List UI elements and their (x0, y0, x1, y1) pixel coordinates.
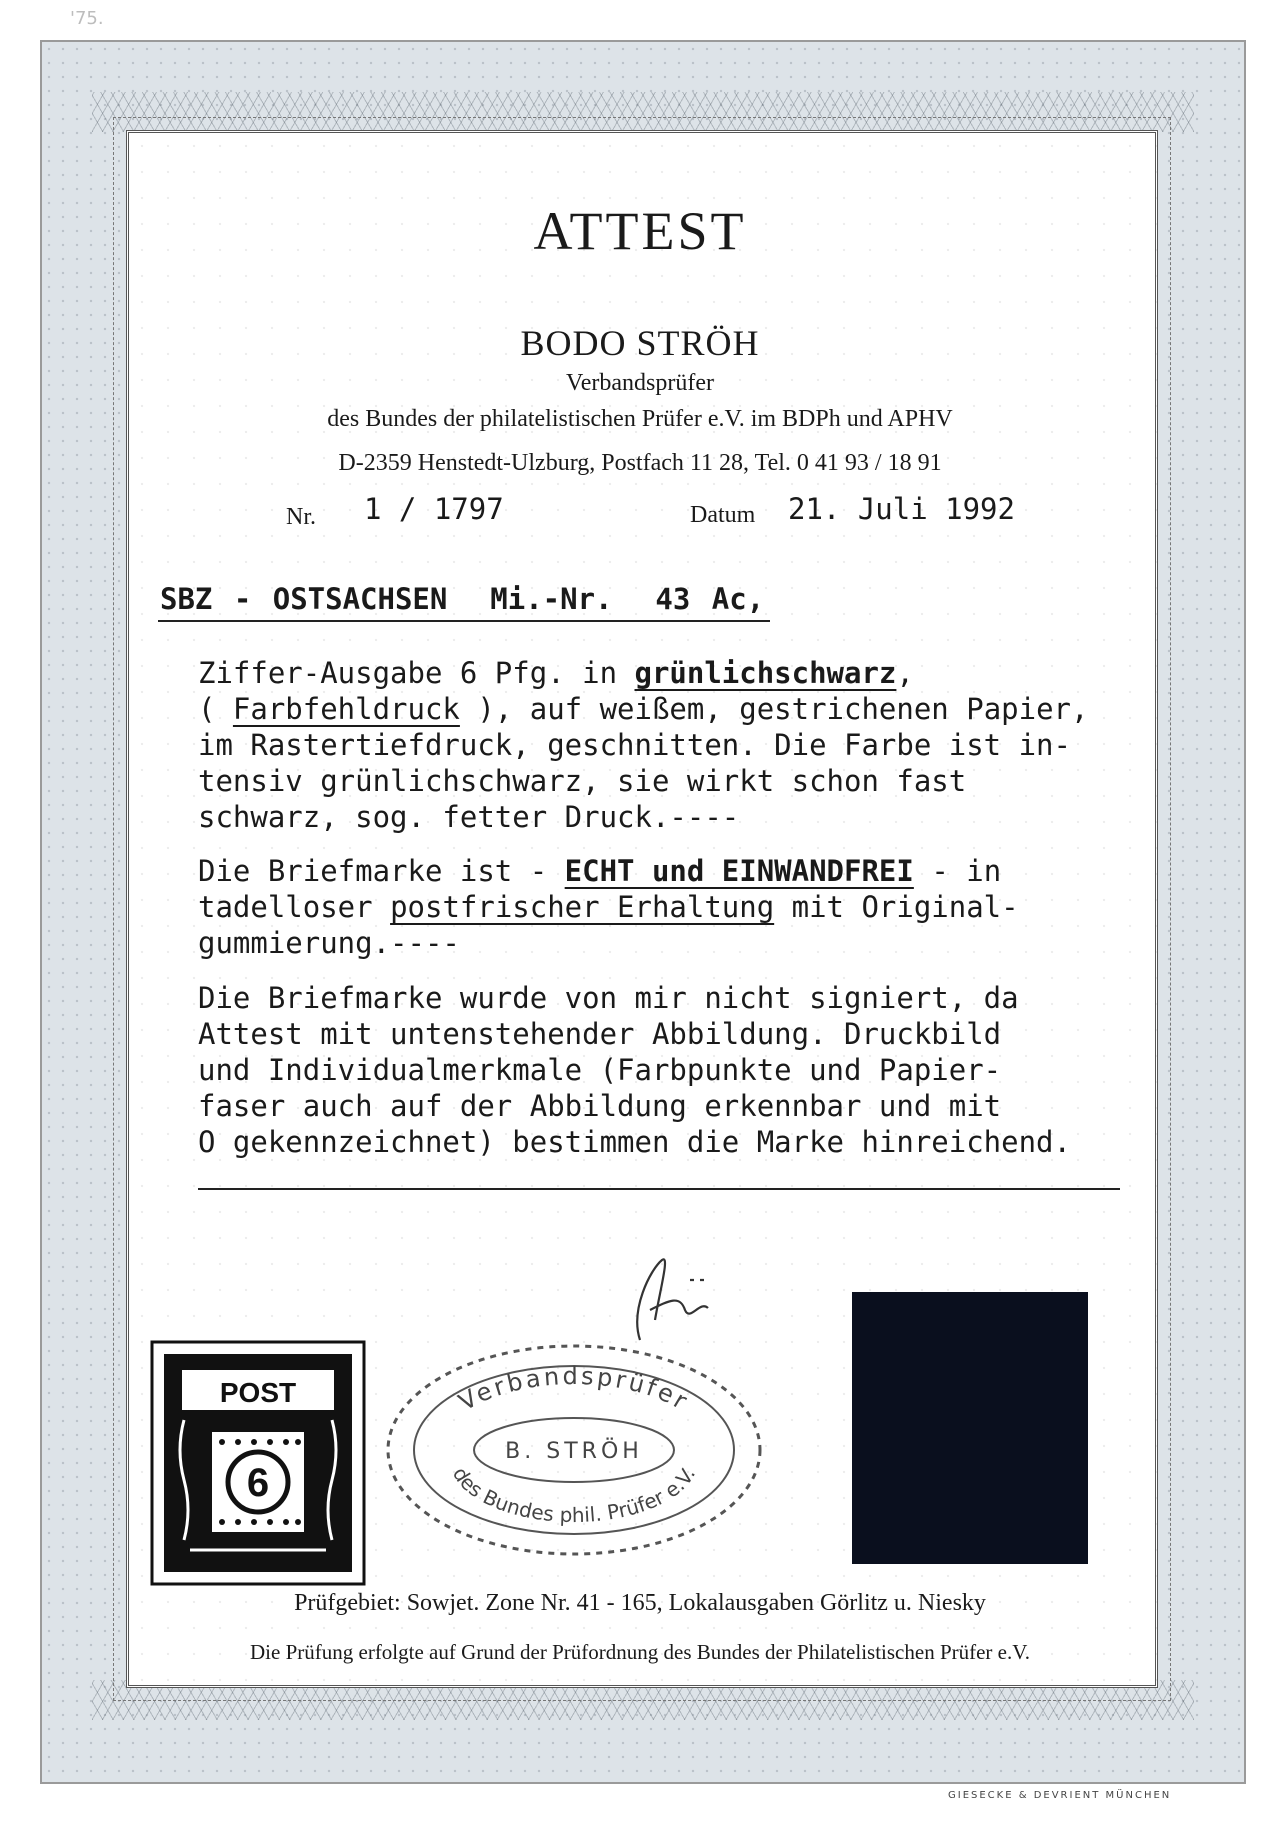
datum-value: 21. Juli 1992 (788, 492, 1015, 526)
stamp-photograph (852, 1292, 1088, 1564)
examiner-name: BODO STRÖH (520, 323, 760, 363)
stamp-post-text: POST (219, 1377, 297, 1408)
seal-center-text: B. STRÖH (505, 1439, 643, 1464)
pencil-note: '75. (70, 8, 104, 29)
stamp-id-underline (158, 620, 770, 622)
svg-text:Verbandsprüfer (454, 1362, 694, 1417)
certificate-title: ATTEST (533, 201, 747, 261)
examiner-association: des Bundes der philatelistischen Prüfer e.V. im BDPh und APHV (327, 406, 953, 432)
datum-label: Datum (690, 502, 756, 528)
signature-note-paragraph: Die Briefmarke wurde von mir nicht signiert, da Attest mit untenstehender Abbildung. Druckbild und Individualmerkmale (Farbpunkte und Papier- faser auch auf der Abbildung erkennbar und mit O gekennzeichnet) bestimmen die Marke hinreichend. (198, 981, 1071, 1159)
examination-regulation: Die Prüfung erfolgte auf Grund der Prüfordnung des Bundes der Philatelistischen Prüfer e.V. (250, 1640, 1030, 1664)
stamp-value-text: 6 (246, 1461, 270, 1505)
description-paragraph: Ziffer-Ausgabe 6 Pfg. in grünlichschwarz, ( Farbfehldruck ), auf weißem, gestrichenen Papier, im Rastertiefdruck, geschnitten. Die Farbe ist in- tensiv grünlichschwarz, sie wirkt schon fast schwarz, sog. fetter Druck.---- (198, 656, 1089, 834)
examiner-seal (380, 1340, 768, 1560)
stamp-illustration (150, 1340, 366, 1586)
examination-scope: Prüfgebiet: Sowjet. Zone Nr. 41 - 165, Lokalausgaben Görlitz u. Niesky (294, 1590, 986, 1616)
svg-text:des Bundes phil. Prüfer e.V. (448, 1463, 700, 1527)
rosette-band-top (92, 92, 1194, 132)
nr-value: 1 / 1797 (364, 492, 504, 526)
examiner-address: D-2359 Henstedt-Ulzburg, Postfach 11 28, Tel. 0 41 93 / 18 91 (338, 450, 942, 476)
seal-top-text: Verbandsprüfer (453, 1361, 695, 1417)
stamp-identification: SBZ - OSTSACHSEN Mi.-Nr. 43 Ac, (160, 582, 765, 616)
authenticity-paragraph: Die Briefmarke ist - ECHT und EINWANDFREI - in tadelloser postfrischer Erhaltung mit Original- gummierung.---- (198, 854, 1019, 960)
printer-imprint: GIESECKE & DEVRIENT MÜNCHEN (948, 1790, 1172, 1801)
examiner-signature (600, 1250, 720, 1350)
nr-label: Nr. (286, 504, 316, 530)
closing-rule (198, 1188, 1120, 1190)
seal-bottom-text: des Bundes phil. Prüfer e.V. (447, 1462, 701, 1528)
examiner-role: Verbandsprüfer (566, 370, 714, 396)
